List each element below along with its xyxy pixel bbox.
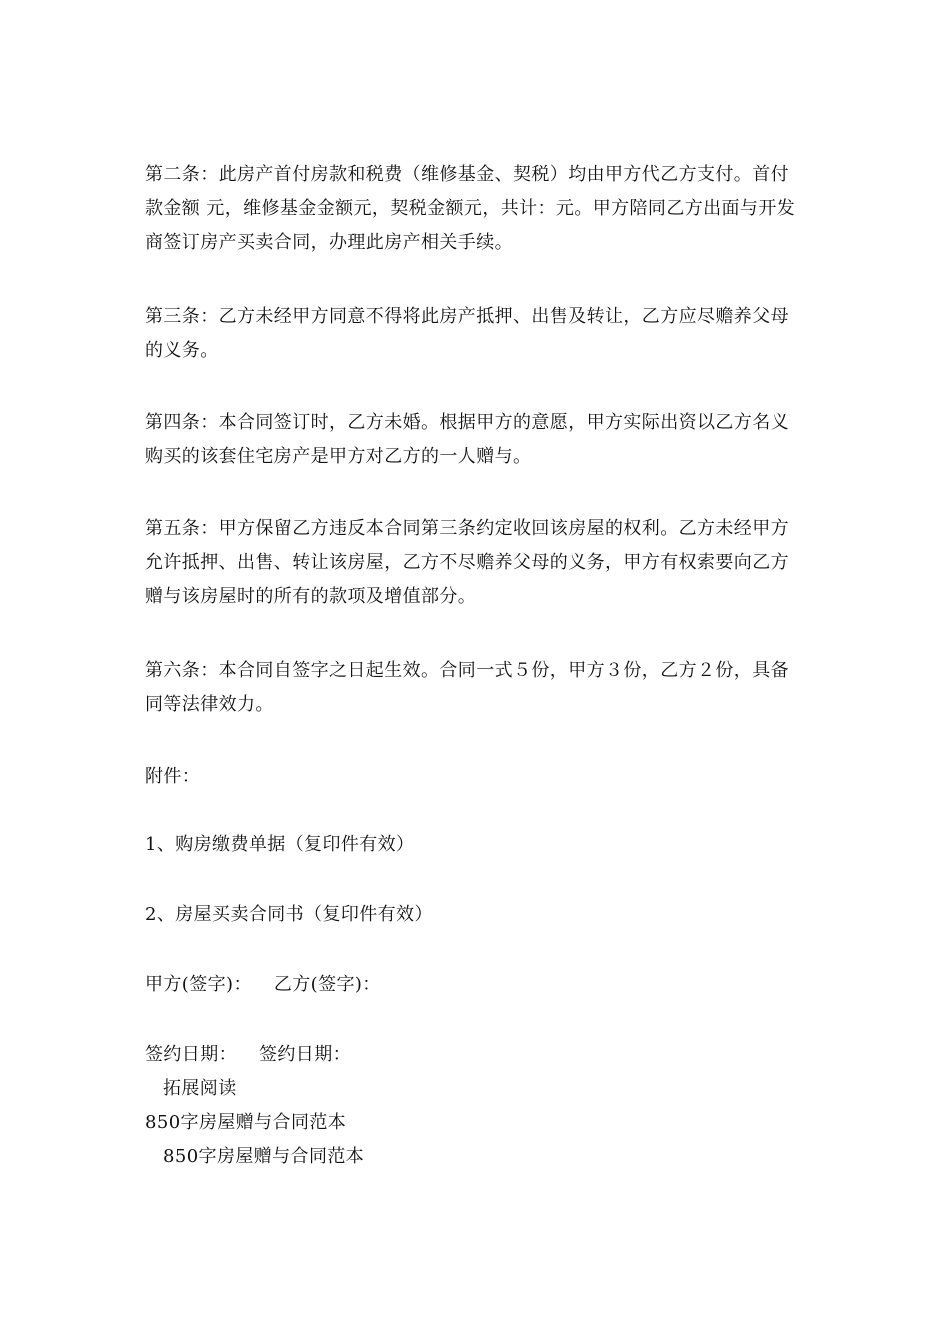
clause-3-text: 乙方未经甲方同意不得将此房产抵押、出售及转让，乙方应尽赡养父母的义务。 [145,306,790,361]
extended-reading-title: 850字房屋赠与合同范本 [145,1112,347,1133]
clause-5 [145,512,805,614]
clause-6-label: 第六条： [145,660,219,681]
party-b-date-label: 签约日期： [259,1044,351,1065]
date-line [145,1042,351,1068]
clause-6-text: 本合同自签字之日起生效。合同一式５份，甲方３份，乙方２份，具备同等法律效力。 [145,660,790,715]
extended-reading-subtitle: 850字房屋赠与合同范本 [163,1146,365,1167]
party-b-signature-label: 乙方(签字)： [273,974,381,995]
clause-5-label: 第五条： [145,518,219,539]
party-a-date-label: 签约日期： [145,1044,237,1065]
clause-2 [145,158,805,260]
party-a-signature-label: 甲方(签字)： [145,974,252,995]
clause-2-label: 第二条： [145,164,219,185]
clause-3 [145,300,805,368]
clause-5-text: 甲方保留乙方违反本合同第三条约定收回该房屋的权利。乙方未经甲方允许抵押、出售、转让该房屋，乙方不尽赡养父母的义务，甲方有权索要向乙方赠与该房屋时的所有的款项及增值部分。 [145,518,790,607]
attachment-item-2: 2、房屋买卖合同书（复印件有效） [145,904,433,925]
clause-4-text: 本合同签订时，乙方未婚。根据甲方的意愿，甲方实际出资以乙方名义购买的该套住宅房产是甲方对乙方的一人赠与。 [145,412,790,467]
attachments-heading: 附件： [145,766,201,787]
clause-6 [145,654,805,722]
attachment-item-1: 1、购房缴费单据（复印件有效） [145,834,415,855]
clause-2-text: 此房产首付房款和税费（维修基金、契税）均由甲方代乙方支付。首付款金额 元，维修基金金额元，契税金额元，共计：元。甲方陪同乙方出面与开发商签订房产买卖合同，办理此房产相关手续。 [145,164,796,253]
signature-line [145,972,381,998]
clause-4-label: 第四条： [145,412,219,433]
extended-reading-label: 拓展阅读 [163,1078,237,1099]
clause-4 [145,406,805,474]
clause-3-label: 第三条： [145,306,219,327]
